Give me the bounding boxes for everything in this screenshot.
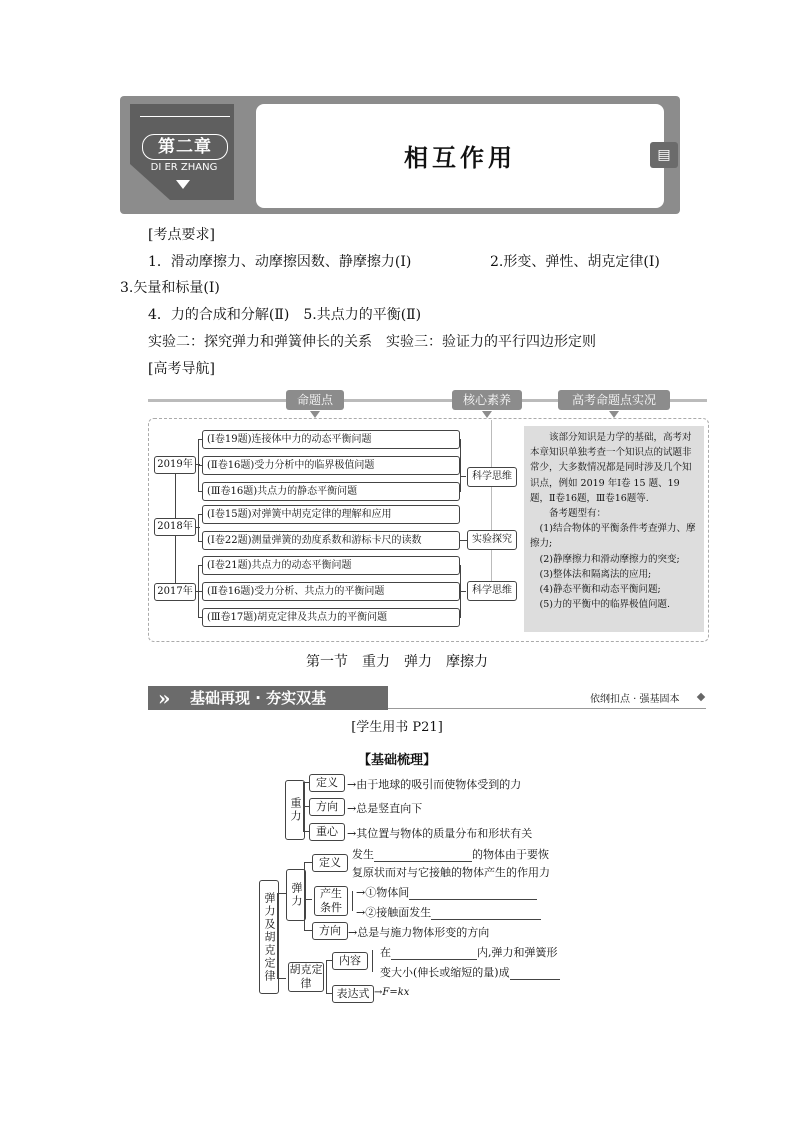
brace-tick: [277, 893, 286, 894]
brace-tick: [304, 930, 312, 931]
chapter-number: 第二章: [142, 134, 228, 160]
content-pre: 在: [380, 946, 391, 959]
gravity-value: →总是竖直向下: [347, 802, 423, 815]
blank-line: [510, 966, 560, 980]
gravity-node: 重力: [285, 780, 305, 840]
year-2018: 2018年: [154, 518, 196, 536]
bracket-tick: [459, 465, 461, 466]
nav-header-topics: 命题点: [286, 390, 344, 410]
gravity-brace: [303, 782, 304, 832]
chevron-right-icon: »: [158, 686, 171, 710]
arrow-down-icon: [310, 411, 320, 418]
nav-header-competency: 核心素养: [452, 390, 522, 410]
reality-text: (1)结合物体的平衡条件考查弹力、摩擦力;: [530, 523, 696, 550]
reality-text: (2)静摩擦力和滑动摩擦力的突变;: [539, 553, 680, 565]
year-2019: 2019年: [154, 456, 196, 474]
hooke-content-key: 内容: [332, 952, 368, 970]
blank-line: [391, 946, 477, 960]
gravity-value: →其位置与物体的质量分布和形状有关: [347, 827, 533, 840]
arrow-down-icon: [609, 411, 619, 418]
gravity-key: 重心: [309, 823, 345, 841]
chapter-pinyin: DI ER ZHANG: [150, 162, 218, 173]
skill-connector: [491, 550, 492, 581]
bracket-tick: [460, 591, 466, 592]
bracket-tick: [459, 565, 461, 566]
bracket-tick: [460, 476, 466, 477]
reality-text: 该部分知识是力学的基础，高考对本章知识单独考查一个知识点的试题非常少，大多数情况都是同时涉及几个知识点，例如 2019 年Ⅰ卷 15 题、19 题，Ⅱ卷16题，Ⅲ卷16题等.: [530, 432, 692, 504]
nav-item: (Ⅰ卷15题)对弹簧中胡克定律的理解和应用: [202, 505, 460, 524]
elastic-dir-key: 方向: [312, 922, 348, 940]
bracket-tick: [459, 439, 461, 440]
content-post: 内,弹力和弹簧形: [477, 946, 558, 959]
brace-tick: [304, 862, 312, 863]
gravity-value-text: 由于地球的吸引而使物体受到的力: [356, 778, 522, 791]
gravity-key: 定义: [309, 774, 345, 792]
nav-item: (Ⅱ卷16题)受力分析中的临界极值问题: [202, 456, 460, 475]
exam-reality-box: [524, 426, 704, 632]
elastic-dir-text: 总是与施力物体形变的方向: [357, 926, 490, 939]
elastic-def-line2: 复原状而对与它接触的物体产生的作用力: [352, 866, 550, 879]
skill-connector: [491, 420, 492, 467]
hooke-brace: [326, 960, 327, 993]
cond-2-text: ②接触面发生: [365, 906, 432, 919]
elastic-def-key: 定义: [312, 854, 348, 872]
section-bar-right: 依纲扣点 · 强基固本: [590, 694, 680, 705]
nav-item: (Ⅲ卷17题)胡克定律及共点力的平衡问题: [202, 608, 460, 627]
elastic-cond-key: 产生条件: [314, 886, 348, 916]
diamond-icon: [697, 693, 705, 701]
bracket-tick: [196, 527, 200, 528]
cond-brace: [352, 891, 353, 911]
reality-text: 备考题型有：: [549, 508, 607, 520]
hooke-content-line1: [380, 944, 558, 960]
reality-text: (5)力的平衡中的临界极值问题.: [539, 599, 670, 611]
elastic-def-line1: [352, 846, 549, 862]
hooke-expr: →F=kx: [374, 987, 410, 998]
requirement-line-1a: 1．滑动摩擦力、动摩擦因数、静摩擦力(Ⅰ): [148, 254, 412, 270]
requirement-line-1b: 2.形变、弹性、胡克定律(Ⅰ): [490, 254, 660, 270]
elastic-node: 弹力: [286, 869, 306, 921]
year-2017: 2017年: [154, 583, 196, 601]
elastic-dir: →总是与施力物体形变的方向: [348, 926, 490, 939]
cond-1: →①物体间: [356, 884, 537, 900]
skill-connector: [491, 487, 492, 530]
brace-tick: [304, 899, 312, 900]
hooke-expr-text: F=kx: [382, 987, 410, 998]
arrow-down-icon: [482, 411, 492, 418]
requirement-line-4: 实验二：探究弹力和弹簧伸长的关系 实验三：验证力的平行四边形定则: [148, 334, 596, 350]
def-post: 的物体由于要恢: [472, 848, 549, 861]
requirement-line-2: 3.矢量和标量(Ⅰ): [120, 280, 220, 296]
book-icon[interactable]: ▤: [650, 142, 678, 168]
skill-badge: 科学思维: [467, 467, 517, 487]
content-brace: [372, 950, 373, 972]
content-line2: 变大小(伸长或缩短的量)成: [380, 966, 510, 979]
brace-tick: [277, 978, 286, 979]
blank-line: [409, 886, 537, 900]
skill-badge: 实验探究: [467, 530, 517, 550]
nav-header-reality: 高考命题点实况: [558, 390, 670, 410]
blank-line: [374, 848, 472, 862]
gravity-key: 方向: [309, 798, 345, 816]
elastic-brace: [304, 862, 305, 930]
reality-text: (3)整体法和隔离法的应用;: [539, 568, 652, 580]
chapter-title: 相互作用: [404, 144, 516, 172]
chapter-decoration: [140, 116, 230, 127]
navigation-heading: [高考导航]: [148, 361, 215, 377]
hooke-content-line2: [380, 964, 560, 980]
nav-item: (Ⅱ卷16题)受力分析、共点力的平衡问题: [202, 582, 460, 601]
requirement-line-3: 4．力的合成和分解(Ⅱ) 5.共点力的平衡(Ⅱ): [148, 307, 422, 323]
gravity-value-text: 其位置与物体的质量分布和形状有关: [356, 827, 533, 840]
blank-line: [431, 906, 541, 920]
bracket-tick: [459, 617, 461, 618]
nav-item: (Ⅰ卷22题)测量弹簧的劲度系数和游标卡尺的读数: [202, 531, 460, 550]
gravity-value: →由于地球的吸引而使物体受到的力: [347, 778, 522, 791]
reality-text: (4)静态平衡和动态平衡问题;: [539, 584, 661, 596]
chapter-arrow-icon: [176, 180, 190, 189]
cond-1-text: ①物体间: [365, 886, 410, 899]
hooke-node: 胡克定律: [289, 963, 323, 990]
skill-badge: 科学思维: [467, 581, 517, 601]
cond-2: →②接触面发生: [356, 904, 541, 920]
bracket-tick: [459, 491, 461, 492]
requirements-heading: [考点要求]: [148, 227, 215, 243]
root-brace: [277, 893, 278, 978]
nav-item: (Ⅰ卷19题)连接体中力的动态平衡问题: [202, 430, 460, 449]
def-pre: 发生: [352, 848, 374, 861]
bracket-tick: [459, 540, 467, 541]
section-title: 第一节 重力 弹力 摩擦力: [306, 654, 488, 670]
tree-title: 【基础梳理】: [357, 753, 436, 768]
hooke-expr-key: 表达式: [332, 985, 374, 1003]
section-bar-label: 基础再现 · 夯实双基: [190, 689, 327, 707]
gravity-value-text: 总是竖直向下: [356, 802, 423, 815]
book-reference: [学生用书 P21]: [351, 720, 443, 735]
nav-item: (Ⅲ卷16题)共点力的静态平衡问题: [202, 482, 460, 501]
elastic-root-node: 弹力及胡克定律: [259, 880, 279, 994]
nav-item: (Ⅰ卷21题)共点力的动态平衡问题: [202, 556, 460, 575]
